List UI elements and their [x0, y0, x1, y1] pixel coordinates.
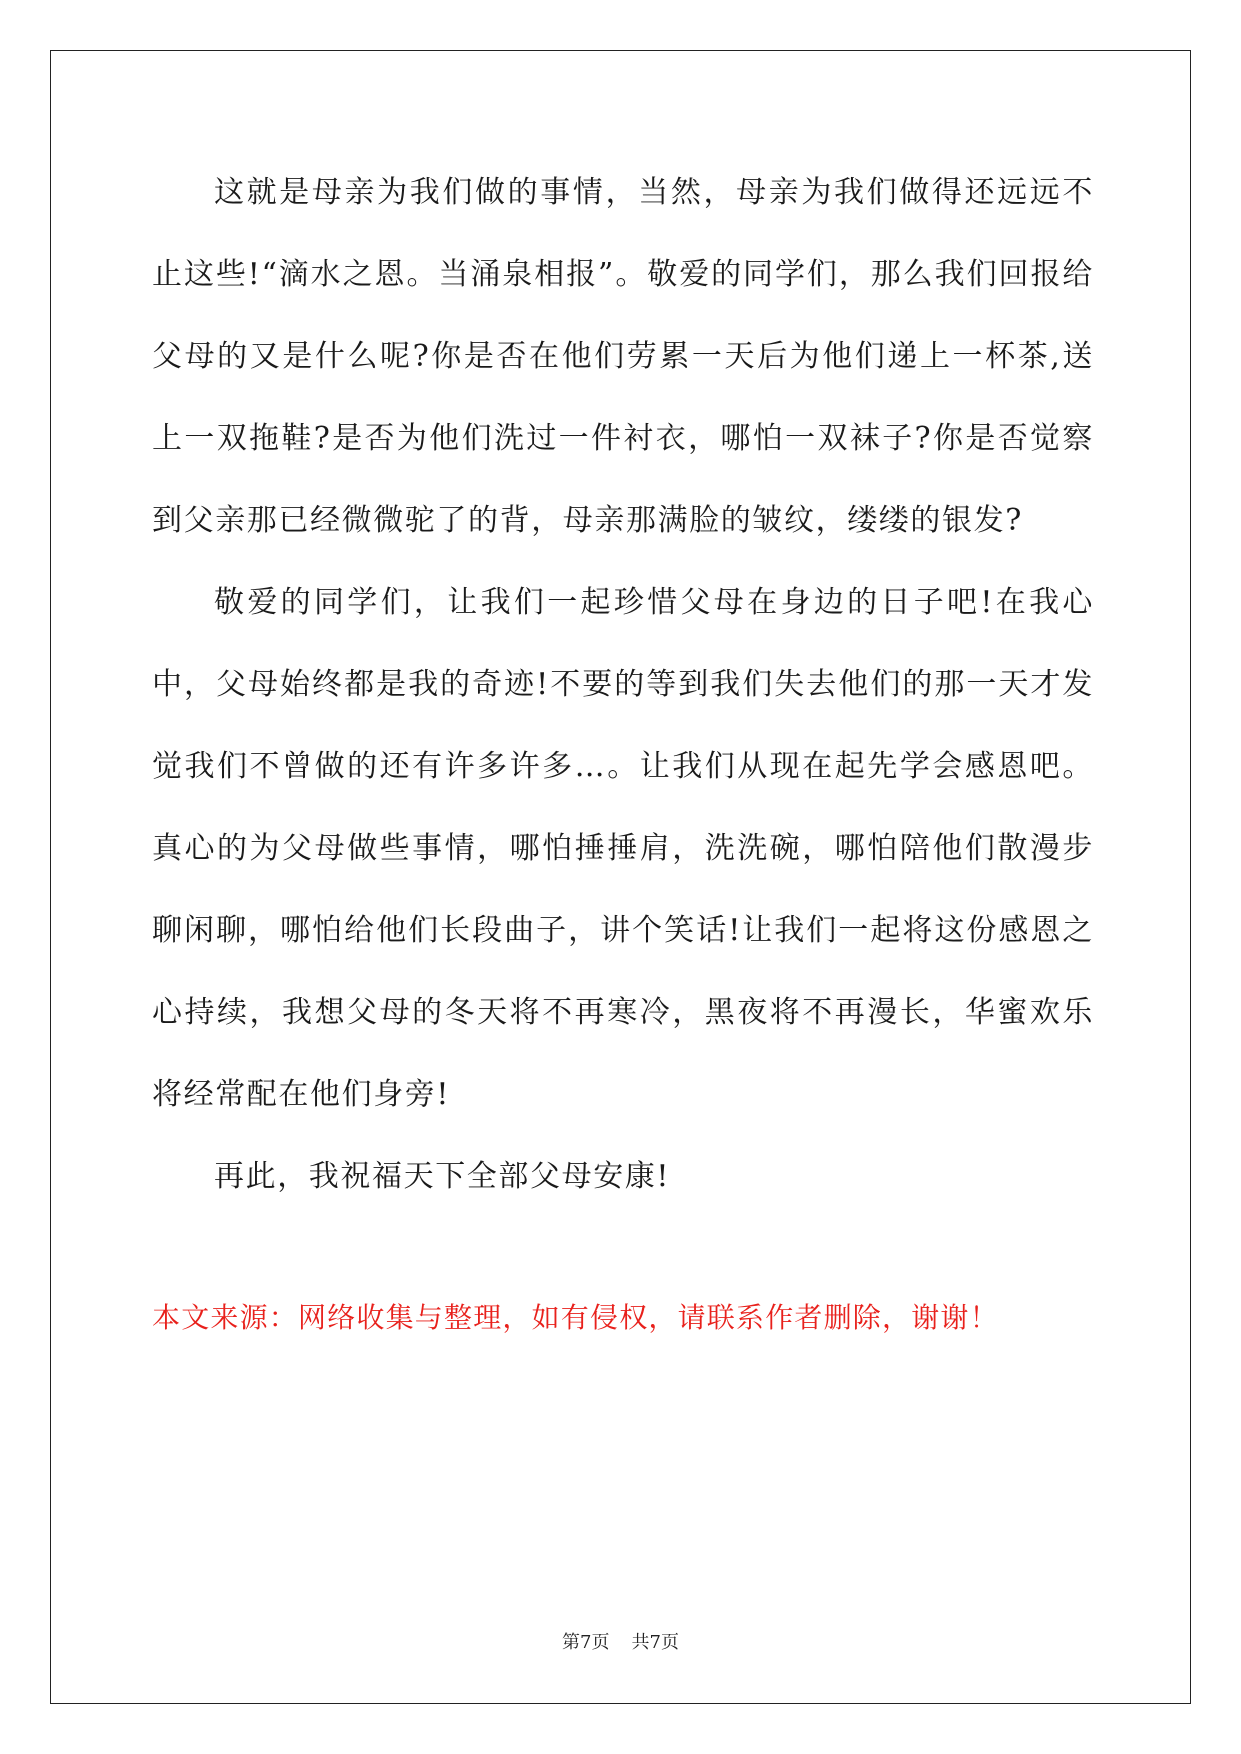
document-body	[152, 152, 1094, 1218]
page-number-total: 共7页	[631, 1632, 679, 1653]
paragraph-2: 敬爱的同学们，让我们一起珍惜父母在身边的日子吧!在我心中，父母始终都是我的奇迹!不要的等到我们失去他们的那一天才发觉我们不曾做的还有许多许多…。让我们从现在起先学会感恩吧。真心的为父母做些事情，哪怕捶捶肩，洗洗碗，哪怕陪他们散漫步聊闲聊，哪怕给他们长段曲子，讲个笑话!让我们一起将这份感恩之心持续，我想父母的冬天将不再寒冷，黑夜将不再漫长，华蜜欢乐将经常配在他们身旁!	[152, 585, 1094, 1112]
page-number-current: 第7页	[562, 1632, 610, 1653]
paragraph-1: 这就是母亲为我们做的事情，当然，母亲为我们做得还远远不止这些!“滴水之恩。当涌泉相报”。敬爱的同学们，那么我们回报给父母的又是什么呢?你是否在他们劳累一天后为他们递上一杯茶,送上一双拖鞋?是否为他们洗过一件衬衣，哪怕一双袜子?你是否觉察到父亲那已经微微驼了的背，母亲那满脸的皱纹，缕缕的银发?	[152, 175, 1094, 538]
source-disclaimer: 本文来源：网络收集与整理，如有侵权，请联系作者删除，谢谢！	[152, 1301, 999, 1334]
page-footer	[0, 1628, 1241, 1654]
paragraph-3: 再此，我祝福天下全部父母安康!	[214, 1159, 671, 1194]
